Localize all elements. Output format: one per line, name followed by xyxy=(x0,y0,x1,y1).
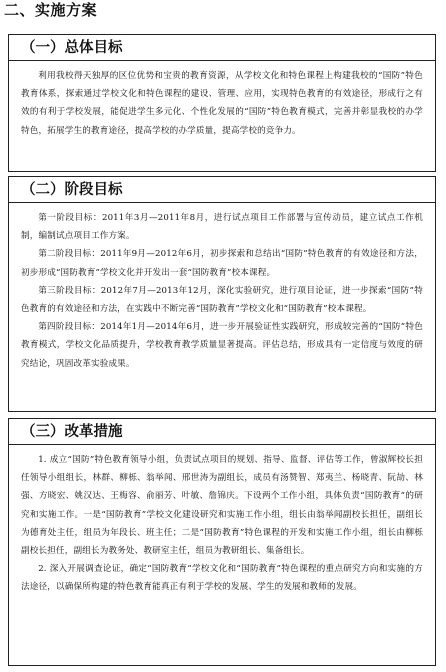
section-body xyxy=(9,61,435,140)
section-title: （一）总体目标 xyxy=(9,35,435,61)
section-title: （三）改革措施 xyxy=(9,419,435,445)
section-title: （二）阶段目标 xyxy=(9,177,435,203)
section-reform-measures xyxy=(8,418,436,666)
paragraph: 利用我校得天独厚的区位优势和宝贵的教育资源，从学校文化和特色课程上构建我校的“国防”特色教育体系，探索通过学校文化和特色课程的建设、管理、应用，实现特色教育的有效途径，形成行之有效的有利于学校发展，能促进学生多元化、个性化发展的“国防”特色教育模式，完善并彰显我校的办学特色，拓展学生的教育途径，提高学校的办学质量，提高学校的竞争力。 xyxy=(21,71,423,136)
paragraph: 第一阶段目标：2011年3月—2011年8月，进行试点项目工作部署与宣传动员，建立试点工作机制，编制试点项目工作方案。 xyxy=(21,213,423,242)
section-body xyxy=(9,445,435,597)
section-body xyxy=(9,203,435,373)
paragraph: 第四阶段目标：2014年1月—2014年6月，进一步开展验证性实践研究，形成较完善的“国防”特色教育模式，学校文化品质提升，学校教育教学质量显著提高。评估总结，形成具有一定信度与效度的研究结论，巩固改革实验成果。 xyxy=(21,322,423,369)
section-heading: 二、实施方案 xyxy=(4,1,98,19)
section-overall-goals xyxy=(8,34,436,172)
section-stage-goals xyxy=(8,176,436,412)
paragraph: 1. 成立“国防”特色教育领导小组，负责试点项目的规划、指导、监督、评估等工作，曾淑辉校长担任领导小组组长，林群、柳栎、翁举闻、邢世涛为副组长，成员有汤赞智、郑夷兰、杨晓青、阮劼、林强、方晓宏、姚汉达、王梅容、俞丽芳、叶敏、詹锦庆。下设两个工作小组，具体负责“国防教育”的研究和实施工作。一是“国防教育”学校文化建设研究和实施工作小组，组长由翁举闻副校长担任，副组长为德育处主任，组员为年段长、班主任；二是“国防教育”特色课程的开发和实施工作小组，组长由柳栎副校长担任，副组长为教务处、教研室主任，组员为教研组长、集备组长。 xyxy=(21,455,423,557)
paragraph: 第二阶段目标：2011年9月—2012年6月，初步探索和总结出“国防”特色教育的有效途径和方法，初步形成“国防教育”学校文化并开发出一套“国防教育”校本课程。 xyxy=(21,249,423,278)
paragraph: 第三阶段目标：2012年7月—2013年12月，深化实验研究，进行项目论证，进一步探索“国防”特色教育的有效途径和方法，在实践中不断完善“国防教育”学校文化和“国防教育”校本课程。 xyxy=(21,285,423,315)
paragraph: 2. 深入开展调查论证，确定“国防教育”学校文化和“国防教育”特色课程的重点研究方向和实施的方法途径，以确保所构建的特色教育能真正有利于学校的发展、学生的发展和教师的发展。 xyxy=(21,564,423,593)
